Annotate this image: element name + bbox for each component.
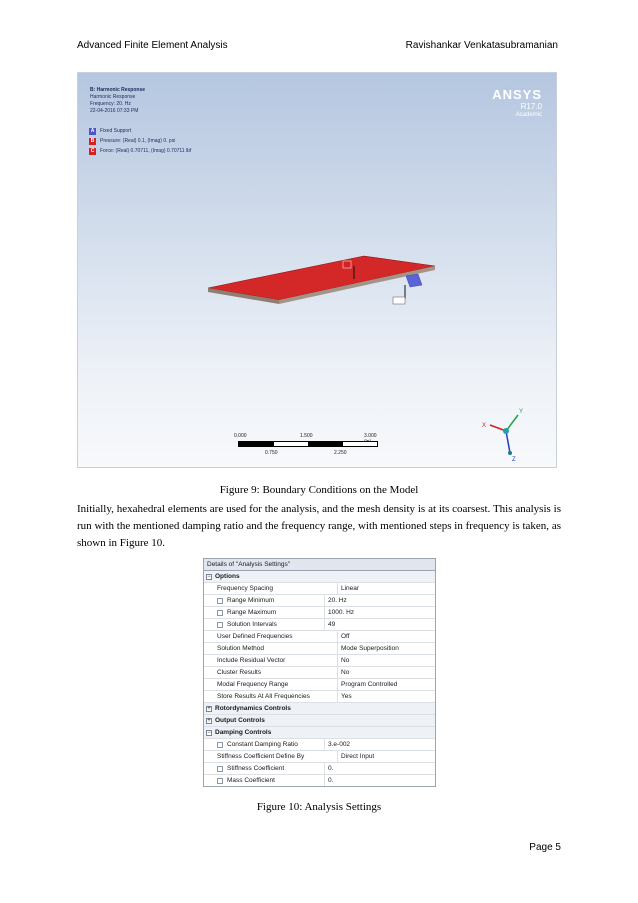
z-axis-label: Z <box>512 457 516 463</box>
collapse-icon[interactable]: − <box>207 573 211 580</box>
row-range-maximum[interactable]: Range Maximum 1000. Hz <box>204 607 435 619</box>
details-title: Details of "Analysis Settings" <box>204 559 435 571</box>
legend-label: Force: (Real) 0.70711, (Imag) 0.70711 lbf <box>100 148 192 154</box>
parameter-checkbox[interactable] <box>217 598 223 604</box>
group-damping-controls[interactable]: − Damping Controls <box>204 727 435 739</box>
row-stiffness-define-by[interactable]: Stiffness Coefficient Define By Direct Input <box>204 751 435 763</box>
y-axis-label: Y <box>519 409 524 415</box>
legend-key-b: B <box>90 137 95 144</box>
legend-label: Fixed Support <box>100 128 132 134</box>
parameter-checkbox[interactable] <box>217 622 223 628</box>
group-output-controls[interactable]: + Output Controls <box>204 715 435 727</box>
parameter-checkbox[interactable] <box>217 778 223 784</box>
collapse-icon[interactable]: − <box>207 729 211 736</box>
row-cluster-results[interactable]: Cluster Results No <box>204 667 435 679</box>
row-mass-coefficient[interactable]: Mass Coefficient 0. <box>204 775 435 786</box>
row-frequency-spacing[interactable]: Frequency Spacing Linear <box>204 583 435 595</box>
ansys-edition: Academic <box>515 112 542 118</box>
row-user-defined-frequencies[interactable]: User Defined Frequencies Off <box>204 631 435 643</box>
group-options[interactable]: − Options <box>204 571 435 583</box>
analysis-settings-panel <box>203 558 436 787</box>
ansys-viewport[interactable] <box>77 72 557 468</box>
scale-bar-segments <box>238 441 378 447</box>
scale-label-0: 0.000 <box>234 433 247 439</box>
header-title: Advanced Finite Element Analysis <box>77 40 228 51</box>
body-paragraph: Initially, hexahedral elements are used for the analysis, and the mesh density is at its coarsest. This analysis is run with the mentioned damping ratio and the frequency range, with mentioned steps in frequency is taken, as shown in Figure 10. <box>77 503 561 549</box>
analysis-type: Harmonic Response <box>90 94 136 100</box>
parameter-checkbox[interactable] <box>217 742 223 748</box>
scale-bar <box>234 433 378 463</box>
x-axis-label: X <box>482 423 487 429</box>
z-axis-icon <box>506 431 510 453</box>
pressure-tag <box>343 261 351 268</box>
legend-key-c: C <box>90 147 95 154</box>
row-constant-damping-ratio[interactable]: Constant Damping Ratio 3.e-002 <box>204 739 435 751</box>
row-range-minimum[interactable]: Range Minimum 20. Hz <box>204 595 435 607</box>
scale-label-1500: 1.500 <box>300 433 313 439</box>
legend-key-a: A <box>90 127 95 134</box>
scale-label-750: 0.750 <box>265 450 278 456</box>
header-author: Ravishankar Venkatasubramanian <box>405 40 558 51</box>
page-number: Page 5 <box>529 842 561 853</box>
analysis-name: B: Harmonic Response <box>90 87 146 93</box>
expand-icon[interactable]: + <box>207 717 211 724</box>
figure9-caption: Figure 9: Boundary Conditions on the Model <box>219 484 419 496</box>
force-tag <box>393 297 405 304</box>
scale-label-3000: 3.000 <box>364 433 377 439</box>
legend-label: Pressure: (Real) 0.1, (Imag) 0. psi <box>100 138 176 144</box>
row-include-residual-vector[interactable]: Include Residual Vector No <box>204 655 435 667</box>
analysis-frequency: Frequency: 20. Hz <box>90 101 131 107</box>
row-modal-frequency-range[interactable]: Modal Frequency Range Program Controlled <box>204 679 435 691</box>
scale-label-2250: 2.250 <box>334 450 347 456</box>
row-store-results[interactable]: Store Results At All Frequencies Yes <box>204 691 435 703</box>
row-solution-method[interactable]: Solution Method Mode Superposition <box>204 643 435 655</box>
group-rotordynamics[interactable]: + Rotordynamics Controls <box>204 703 435 715</box>
figure10-caption: Figure 10: Analysis Settings <box>256 801 382 813</box>
axis-triad[interactable] <box>476 403 536 468</box>
ansys-brand: ANSYS <box>492 87 542 102</box>
row-stiffness-coefficient[interactable]: Stiffness Coefficient 0. <box>204 763 435 775</box>
analysis-timestamp: 22-04-2016 07:33 PM <box>90 108 139 114</box>
fixed-support-marker <box>406 274 422 287</box>
parameter-checkbox[interactable] <box>217 766 223 772</box>
ansys-version: R17.0 <box>520 102 542 111</box>
expand-icon[interactable]: + <box>207 705 211 712</box>
parameter-checkbox[interactable] <box>217 610 223 616</box>
row-solution-intervals[interactable]: Solution Intervals 49 <box>204 619 435 631</box>
